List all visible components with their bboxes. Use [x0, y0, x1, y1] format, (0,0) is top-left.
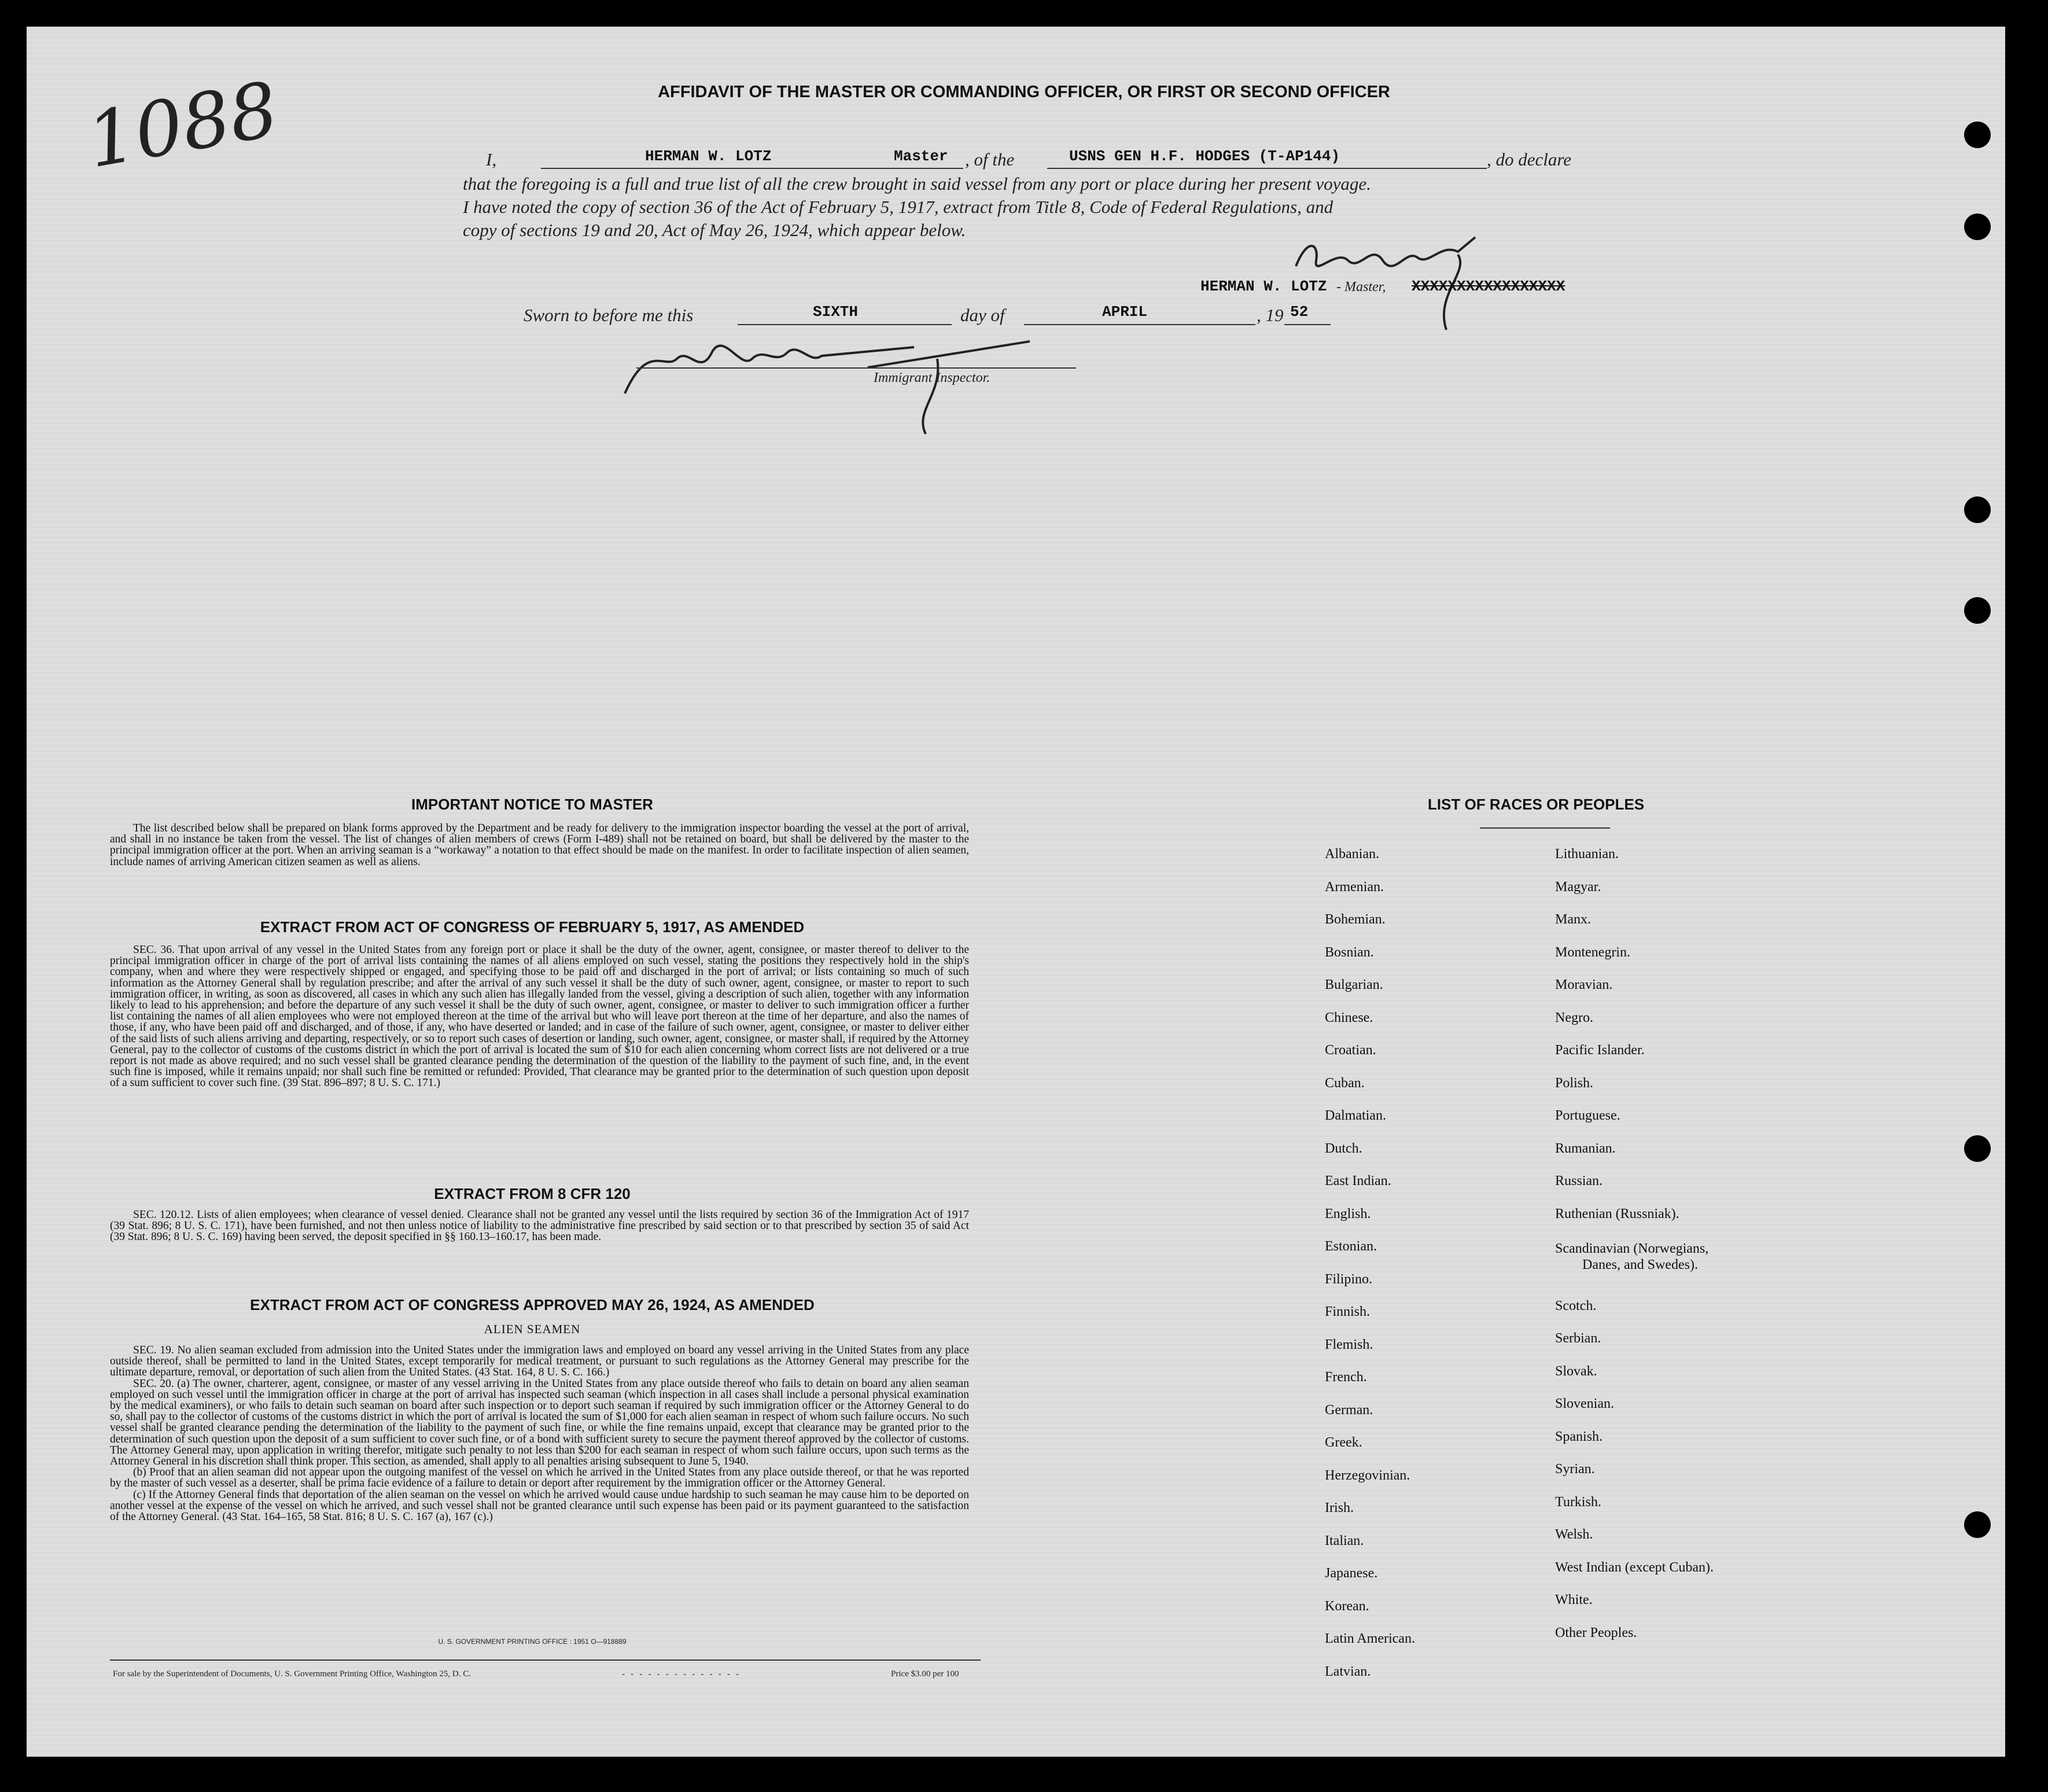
signer-name: HERMAN W. LOTZ — [1200, 278, 1327, 295]
notice-title: IMPORTANT NOTICE TO MASTER — [411, 796, 653, 813]
race-left-item: Latvian. — [1325, 1664, 1371, 1679]
race-left-item: Bohemian. — [1325, 912, 1386, 927]
sec20a-text: SEC. 20. (a) The owner, charterer, agent, consignee, or master of any vessel arriving in the United States from any place outside thereof who fails to detain on board any alien seaman employed on such vessel until the immigration officer in charge at the port of arrival has inspected such seaman (which inspection in all cases shall include a personal physical examination by the medical examiners), or who fails to detain such seaman on board after such inspection or to deport such seaman if required by such immigration officer or the Attorney General to do so, shall pay to the collector of customs of the customs district in which the port of arrival is located the sum of $1,000 for each alien seaman in respect of whom such failure occurs. No such vessel shall be granted clearance pending the determination of the liability to the payment of such fine, or while the fine remains unpaid, except that clearance may be granted prior to the determination of such question upon the deposit of a sum sufficient to cover such fine, or of a bond with sufficient surety to secure the payment thereof approved by the collector of customs. The Attorney General may, upon application in writing therefor, mitigate such penalty to not less than $200 for each seaman in respect of whom such failure occurs, upon such terms as the Attorney General in his discretion shall think proper. This section, as amended, shall apply to all penalties arising subsequent to June 5, 1940. — [110, 1377, 969, 1468]
race-right-item: Welsh. — [1555, 1527, 1593, 1542]
race-right-item: Slovak. — [1555, 1363, 1597, 1379]
footer-sale-text: For sale by the Superintendent of Documents, U. S. Government Printing Office, Washington 25, D. C. — [113, 1669, 471, 1679]
sworn-year: 52 — [1290, 303, 1309, 321]
footer-price: Price $3.00 per 100 — [891, 1669, 959, 1679]
race-left-item: Dutch. — [1325, 1140, 1362, 1156]
race-right-item: Pacific Islander. — [1555, 1043, 1645, 1058]
affidavit-line-4: copy of sections 19 and 20, Act of May 26, 1924, which appear below. — [463, 220, 966, 240]
race-left-item: Latin American. — [1325, 1631, 1415, 1646]
footer-rule — [110, 1659, 981, 1661]
sec20b-text: (b) Proof that an alien seaman did not appear upon the outgoing manifest of the vessel on which he arrived in the United States from any place outside thereof, or that he was reported by the master of such vessel as a deserter, shall be prima facie evidence of a failure to detain or deport after requirement by the immigration officer or the Attorney General. — [110, 1466, 969, 1490]
signer-title: - Master, — [1336, 279, 1386, 295]
races-title-rule — [1480, 827, 1610, 829]
race-right-item: Ruthenian (Russniak). — [1555, 1206, 1679, 1221]
do-declare-text: , do declare — [1487, 149, 1572, 170]
punch-hole-4 — [1964, 597, 1991, 624]
master-name: HERMAN W. LOTZ — [645, 148, 772, 165]
sworn-day: SIXTH — [813, 303, 859, 321]
footer-dashes: - - - - - - - - - - - - - - — [622, 1669, 741, 1679]
race-left-item: Filipino. — [1325, 1271, 1373, 1287]
punch-hole-2 — [1964, 214, 1991, 240]
extract3-text — [110, 1345, 969, 1522]
punch-hole-1 — [1964, 122, 1991, 148]
of-the-text: , of the — [965, 149, 1015, 170]
struck-text: XXXXXXXXXXXXXXXXX — [1412, 278, 1566, 295]
race-left-item: German. — [1325, 1402, 1373, 1418]
race-left-item: Italian. — [1325, 1533, 1364, 1548]
race-right-item: Other Peoples. — [1555, 1625, 1637, 1640]
race-right-item: Montenegrin. — [1555, 944, 1630, 960]
race-right-item: Scotch. — [1555, 1298, 1597, 1313]
race-right-item: Lithuanian. — [1555, 847, 1619, 862]
race-right-item: Moravian. — [1555, 977, 1613, 992]
year-field-line — [1284, 324, 1331, 325]
race-right-item: Spanish. — [1555, 1429, 1603, 1444]
race-right-item: Danes, and Swedes). — [1582, 1257, 1698, 1272]
affidavit-line-2: that the foregoing is a full and true list of all the crew brought in said vessel from any port or place during her present voyage. — [463, 174, 1371, 194]
master-rank: Master — [894, 148, 948, 165]
sec19-text: SEC. 19. No alien seaman excluded from admission into the United States under the immigration laws and employed on board any vessel arriving in the United States from any place outside thereof, shall be permitted to land in the United States, except temporarily for medical treatment, or pursuant to such regulations as the Attorney General may prescribe for the ultimate departure, removal, or deportation of such alien from the United States. (43 Stat. 164, 8 U. S. C. 166.) — [110, 1344, 969, 1379]
inspector-signature — [613, 324, 1122, 440]
sworn-text: Sworn to before me this — [524, 305, 694, 325]
race-left-item: Chinese. — [1325, 1010, 1373, 1025]
race-left-item: Japanese. — [1325, 1566, 1378, 1581]
extract2-title: EXTRACT FROM 8 CFR 120 — [434, 1185, 631, 1202]
race-right-item: Polish. — [1555, 1075, 1594, 1091]
race-left-item: East Indian. — [1325, 1173, 1391, 1188]
extract1-text: SEC. 36. That upon arrival of any vessel in the United States from any foreign port or place it shall be the duty of the owner, agent, consignee, or master thereof to deliver to the principal immigration officer in charge of the port of arrival lists containing the names of all aliens employed on such vessel, stating the positions they respectively hold in the ship's company, when and where they were respectively shipped or engaged, and specifying those to be paid off and discharged in the port of arrival; or lists containing so much of such information as the Attorney General shall by regulation prescribe; and after the arrival of any such vessel it shall be the duty of such owner, agent, consignee, or master to report to such immigration officer, in writing, as soon as discovered, all cases in which any such alien has illegally landed from the vessel, giving a description of such alien, together with any information likely to lead to his apprehension; and before the departure of any such vessel it shall be the duty of such owner, agent, consignee, or master to deliver to such immigration officer a further list containing the names of all alien employees who were not employed thereon at the time of the arrival but who will leave port thereon at the time of her departure, and also the names of those, if any, who have been paid off and discharged, and of those, if any, who have deserted or landed; and in case of the failure of such owner, agent, consignee, or master to deliver either of the said lists of such aliens arriving and departing, respectively, or so to report such cases of desertion or landing, such owner, agent, consignee, or master shall, if required by the Attorney General, pay to the collector of customs of the customs district in which the port of arrival is located the sum of $10 for each alien concerning whom correct lists are not delivered or a true report is not made as above required; and no such vessel shall be granted clearance pending the determination of the question of the liability to the payment of such fine, and, in the event such fine is imposed, while it remains unpaid; nor shall such fine be remitted or refunded: Provided, That clearance may be granted prior to the determination of such question upon deposit of a sum sufficient to cover such fine. (39 Stat. 896–897; 8 U. S. C. 171.) — [110, 944, 969, 1090]
race-right-item: Syrian. — [1555, 1462, 1595, 1477]
race-right-item: White. — [1555, 1592, 1593, 1607]
race-right-item: Negro. — [1555, 1010, 1593, 1025]
handwritten-page-number: 1088 — [80, 65, 285, 185]
race-left-item: Korean. — [1325, 1598, 1369, 1614]
race-left-item: English. — [1325, 1206, 1371, 1221]
race-left-item: Flemish. — [1325, 1337, 1373, 1352]
race-left-item: Irish. — [1325, 1500, 1354, 1515]
race-left-item: French. — [1325, 1370, 1367, 1385]
race-left-item: Albanian. — [1325, 847, 1379, 862]
race-right-item: Manx. — [1555, 912, 1591, 927]
sworn-month: APRIL — [1102, 303, 1148, 321]
extract2-text: SEC. 120.12. Lists of alien employees; when clearance of vessel denied. Clearance shall not be granted any vessel until the lists required by section 36 of the Immigration Act of 1917 (39 Stat. 896; 8 U. S. C. 171), have been furnished, and not then unless notice of liability to the administrative fine prescribed by said section or to that prescribed by section 35 of said Act (39 Stat. 896; 8 U. S. C. 169) having been served, the deposit specified in §§ 160.13–160.17, has been made. — [110, 1209, 969, 1243]
race-left-item: Bosnian. — [1325, 944, 1374, 960]
race-left-item: Greek. — [1325, 1435, 1362, 1450]
race-right-item: Serbian. — [1555, 1331, 1601, 1346]
extract3-subtitle: ALIEN SEAMEN — [484, 1322, 581, 1336]
race-left-item: Armenian. — [1325, 879, 1384, 895]
race-right-item: Scandinavian (Norwegians, — [1555, 1241, 1709, 1256]
race-left-item: Croatian. — [1325, 1043, 1376, 1058]
affidavit-prefix: I, — [486, 149, 497, 170]
gpo-line: U. S. GOVERNMENT PRINTING OFFICE : 1951 O—918889 — [438, 1638, 627, 1646]
punch-hole-3 — [1964, 496, 1991, 523]
affidavit-title: AFFIDAVIT OF THE MASTER OR COMMANDING OFFICER, OR FIRST OR SECOND OFFICER — [658, 83, 1390, 101]
race-left-item: Finnish. — [1325, 1304, 1371, 1319]
inspector-label: Immigrant Inspector. — [874, 370, 990, 385]
race-left-item: Estonian. — [1325, 1239, 1377, 1254]
race-right-item: West Indian (except Cuban). — [1555, 1559, 1714, 1575]
year-prefix: , 19 — [1257, 305, 1284, 325]
race-left-item: Bulgarian. — [1325, 977, 1383, 992]
race-right-item: Russian. — [1555, 1173, 1603, 1188]
race-right-item: Slovenian. — [1555, 1396, 1614, 1411]
punch-hole-5 — [1964, 1135, 1991, 1162]
notice-text: The list described below shall be prepared on blank forms approved by the Department and be ready for delivery to the immigration inspector boarding the vessel at the port of arrival, and shall in no instance be taken from the vessel. The list of changes of alien members of crews (Form I-489) shall not be retained on board, but shall be delivered by the master to the principal immigration officer at the port. When an arriving seaman is a “workaway” a notation to that effect should be made on the manifest. In order to facilitate inspection of alien seamen, include names of arriving American citizen seamen as well as aliens. — [110, 822, 969, 868]
race-right-item: Turkish. — [1555, 1494, 1601, 1510]
extract1-title: EXTRACT FROM ACT OF CONGRESS OF FEBRUARY 5, 1917, AS AMENDED — [260, 918, 805, 936]
races-title: LIST OF RACES OR PEOPLES — [1427, 796, 1645, 813]
race-left-item: Herzegovinian. — [1325, 1467, 1410, 1483]
race-right-item: Magyar. — [1555, 879, 1601, 895]
day-of-text: day of — [960, 305, 1005, 325]
vessel-field-line — [1047, 168, 1487, 169]
race-right-item: Rumanian. — [1555, 1140, 1616, 1156]
vessel-name: USNS GEN H.F. HODGES (T-AP144) — [1069, 148, 1340, 165]
race-left-item: Cuban. — [1325, 1075, 1365, 1091]
race-left-item: Dalmatian. — [1325, 1108, 1386, 1123]
inspector-field-line — [636, 367, 1076, 369]
name-field-line — [541, 168, 963, 169]
sec20c-text: (c) If the Attorney General finds that deportation of the alien seaman on the vessel on which he arrived would cause undue hardship to such seaman he may cause him to be deported on another vessel at the expense of the vessel on which he arrived, and such vessel shall not be granted clearance until such expense has been paid or its payment guaranteed to the satisfaction of the Attorney General. (43 Stat. 164–165, 58 Stat. 816; 8 U. S. C. 167 (a), 167 (c).) — [110, 1488, 969, 1524]
affidavit-line-3: I have noted the copy of section 36 of the Act of February 5, 1917, extract from Title 8, Code of Federal Regulations, and — [463, 197, 1334, 217]
race-right-item: Portuguese. — [1555, 1108, 1620, 1123]
extract3-title: EXTRACT FROM ACT OF CONGRESS APPROVED MAY 26, 1924, AS AMENDED — [250, 1296, 815, 1313]
punch-hole-6 — [1964, 1511, 1991, 1538]
